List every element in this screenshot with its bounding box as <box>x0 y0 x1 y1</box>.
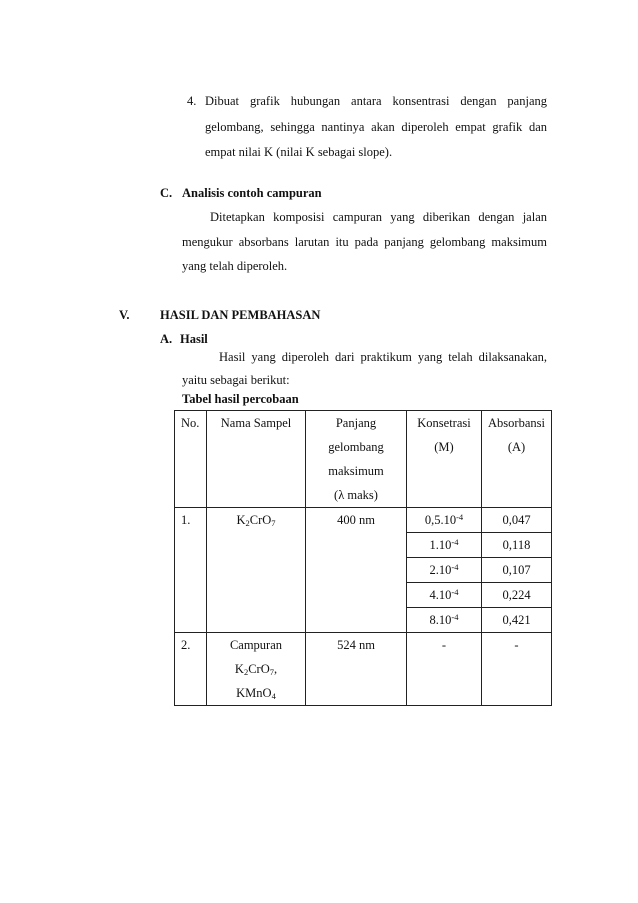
row1-sample-sub1: 2 <box>245 518 250 528</box>
section-a-letter: A. <box>160 332 173 346</box>
row2-sample-l3 <box>207 681 305 705</box>
header-concentration <box>407 411 482 508</box>
section-a-line2: yaitu sebagai berikut: <box>182 373 290 387</box>
row2-sample-l3-sub: 4 <box>271 691 276 701</box>
table-header-row <box>175 411 552 508</box>
section-c-line3: yang telah diperoleh. <box>182 259 288 273</box>
row1-abs-2: 0,118 <box>482 533 552 558</box>
table-row <box>175 508 552 533</box>
header-sample-name: Nama Sampel <box>207 411 306 508</box>
step4-line3: empat nilai K (nilai K sebagai slope). <box>205 145 393 159</box>
section-v-title: HASIL DAN PEMBAHASAN <box>160 308 321 322</box>
row2-conc: - <box>407 633 482 706</box>
row1-conc-3-exp: -4 <box>451 562 459 572</box>
row1-conc-4-base: 4.10 <box>429 588 452 602</box>
row1-conc-3 <box>407 558 482 583</box>
row2-abs: - <box>482 633 552 706</box>
results-table <box>174 410 552 706</box>
header-concentration-l2: (M) <box>434 440 454 454</box>
section-v-number: V. <box>119 308 130 322</box>
row1-no: 1. <box>175 508 207 633</box>
section-c-title: Analisis contoh campuran <box>182 186 322 200</box>
row1-conc-4-exp: -4 <box>451 587 459 597</box>
section-c-letter: C. <box>160 186 173 200</box>
header-wavelength-l1: Panjang <box>335 416 377 430</box>
row1-sample-sub2: 7 <box>271 518 276 528</box>
header-absorbance-l1: Absorbansi <box>488 416 545 430</box>
row2-wavelength: 524 nm <box>306 633 407 706</box>
row1-conc-4 <box>407 583 482 608</box>
row1-conc-1-base: 0,5.10 <box>424 513 457 527</box>
row2-sample-l2-sub2: 7 <box>269 667 274 677</box>
header-wavelength <box>306 411 407 508</box>
table-title: Tabel hasil percobaan <box>182 392 299 406</box>
section-c-line1: Ditetapkan komposisi campuran yang diberikan dengan jalan <box>210 210 547 224</box>
row2-sample-l2-a: K <box>234 662 244 676</box>
section-a-title: Hasil <box>180 332 208 346</box>
header-absorbance <box>482 411 552 508</box>
header-wavelength-l2: gelombang <box>328 440 384 454</box>
row1-abs-4: 0,224 <box>482 583 552 608</box>
row1-conc-5 <box>407 608 482 633</box>
header-wavelength-l4: (λ maks) <box>334 488 378 502</box>
row1-abs-5: 0,421 <box>482 608 552 633</box>
row1-sample-b: CrO <box>249 513 272 527</box>
row1-sample-a: K <box>236 513 246 527</box>
row1-conc-2-exp: -4 <box>451 537 459 547</box>
row1-conc-5-base: 8.10 <box>429 613 452 627</box>
row2-sample-l3-a: KMnO <box>236 686 272 700</box>
row2-sample-l2-b: CrO <box>248 662 270 676</box>
header-concentration-l1: Konsetrasi <box>417 416 471 430</box>
row1-conc-1-exp: -4 <box>456 512 464 522</box>
row2-sample-l2 <box>207 657 305 681</box>
row1-conc-1 <box>407 508 482 533</box>
section-a-line1: Hasil yang diperoleh dari praktikum yang telah dilaksanakan, <box>219 350 547 364</box>
row1-wavelength: 400 nm <box>306 508 407 633</box>
step4-line1: Dibuat grafik hubungan antara konsentrasi dengan panjang <box>205 94 547 108</box>
step4-number: 4. <box>187 94 197 108</box>
row2-sample-l2-sub1: 2 <box>243 667 249 677</box>
header-absorbance-l2: (A) <box>507 440 526 454</box>
row1-conc-3-base: 2.10 <box>429 563 452 577</box>
row2-sample-l2-c: , <box>273 662 278 676</box>
section-c-line2: mengukur absorbans larutan itu pada panjang gelombang maksimum <box>182 235 547 249</box>
row2-sample <box>207 633 306 706</box>
row1-sample <box>207 508 306 633</box>
row1-conc-2-base: 1.10 <box>429 538 452 552</box>
table-row <box>175 633 552 706</box>
row2-sample-l1: Campuran <box>229 638 283 652</box>
row2-no: 2. <box>175 633 207 706</box>
row1-conc-2 <box>407 533 482 558</box>
header-no: No. <box>175 411 207 508</box>
header-wavelength-l3: maksimum <box>328 464 384 478</box>
step4-line2: gelombang, sehingga nantinya akan diperoleh empat grafik dan <box>205 120 547 134</box>
row1-abs-3: 0,107 <box>482 558 552 583</box>
row1-abs-1: 0,047 <box>482 508 552 533</box>
row1-conc-5-exp: -4 <box>451 612 459 622</box>
